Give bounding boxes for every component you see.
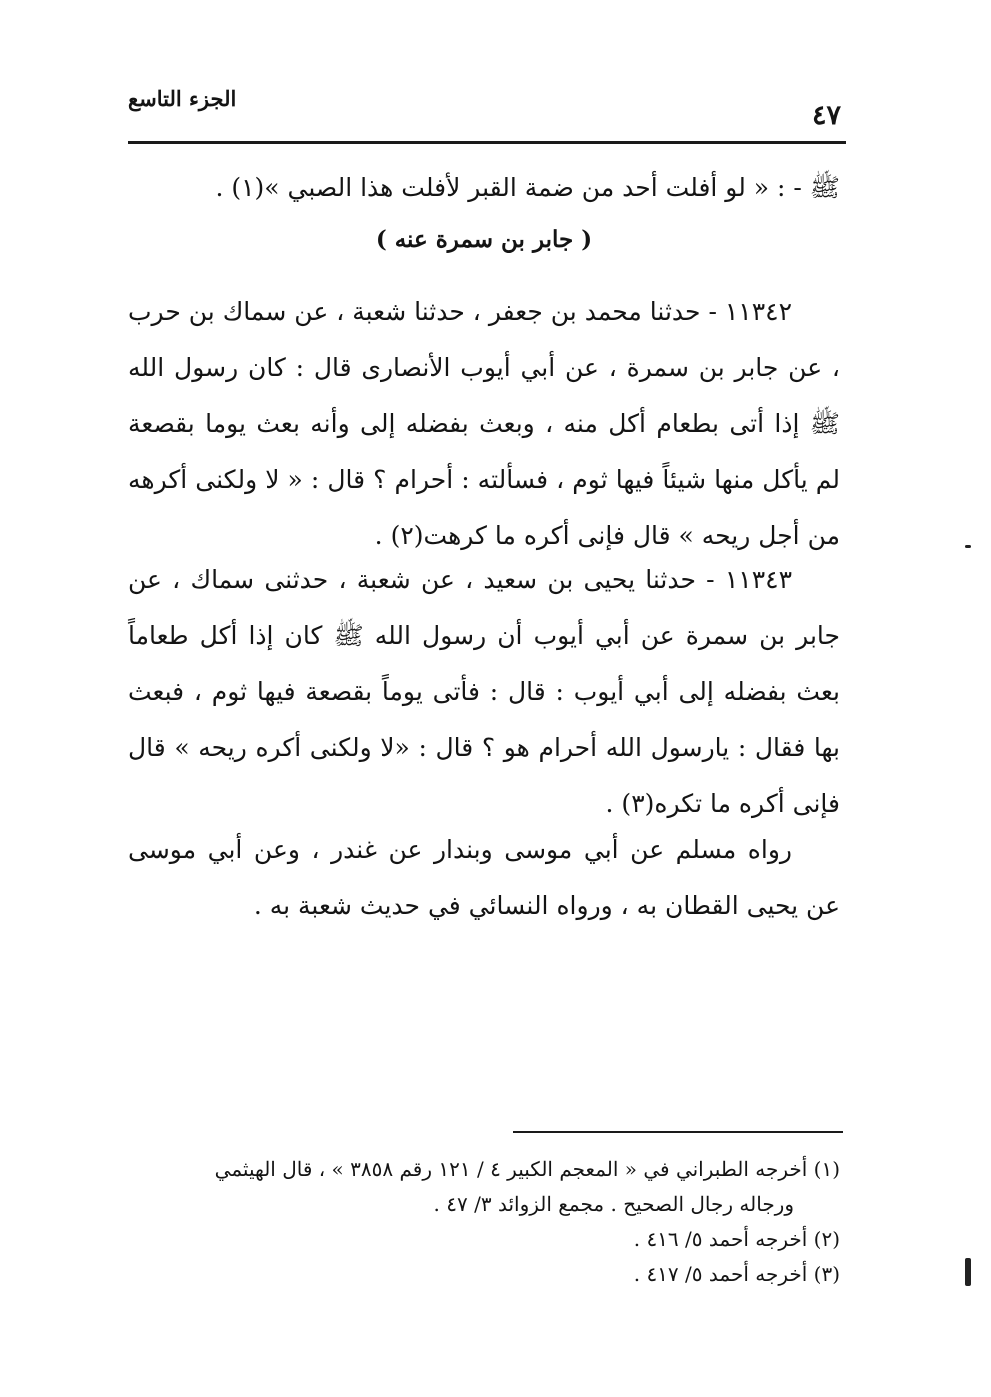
footnote-separator [513, 1131, 843, 1133]
footnote-1: (١) أخرجه الطبراني في « المعجم الكبير ٤ / ١٢١ رقم ٣٨٥٨ » ، قال الهيثمي [214, 1157, 840, 1181]
running-header-title: الجزء التاسع [128, 86, 237, 111]
hadith-paragraph-11342: ١١٣٤٢ - حدثنا محمد بن جعفر ، حدثنا شعبة ، عن سماك بن حرب ، عن جابر بن سمرة ، عن أبي أيوب الأنصارى قال : كان رسول الله ﷺ إذا أتى بطعام أكل منه ، وبعث بفضله إلى وأنه بعث يوما بقصعة لم يأكل منها شيئاً فيها ثوم ، فسألته : أحرام ؟ قال : « لا ولكنى أكرهه من أجل ريحه » قال فإنى أكره ما كرهت(٢) . [128, 297, 840, 550]
footnote-2: (٢) أخرجه أحمد ٥/ ٤١٦ . [633, 1227, 840, 1251]
scan-edge-mark [965, 1258, 971, 1286]
intro-line: ﷺ - : « لو أفلت أحد من ضمة القبر لأفلت هذا الصبي »(١) . [215, 173, 840, 202]
footnote-1-continuation: ورجاله رجال الصحيح . مجمع الزوائد ٣/ ٤٧ . [433, 1192, 794, 1216]
page-number: ٤٧ [811, 100, 841, 131]
hadith-paragraph-11343: ١١٣٤٣ - حدثنا يحيى بن سعيد ، عن شعبة ، حدثنى سماك ، عن جابر بن سمرة عن أبي أيوب أن رسول الله ﷺ كان إذا أكل طعاماً بعث بفضله إلى أبي أيوب : قال : فأتى يوماً بقصعة فيها ثوم ، فبعث بها فقال : يارسول الله أحرام هو ؟ قال : «لا ولكنى أكره ريحه » قال فإنى أكره ما تكره(٣) . [128, 565, 840, 818]
footnote-3: (٣) أخرجه أحمد ٥/ ٤١٧ . [633, 1262, 840, 1286]
narration-note-paragraph: رواه مسلم عن أبي موسى وبندار عن غندر ، وعن أبي موسى عن يحيى القطان به ، ورواه النسائي في حديث شعبة به . [128, 835, 840, 920]
section-heading: ( جابر بن سمرة عنه ) [375, 226, 593, 253]
header-rule [128, 141, 846, 144]
footnotes [128, 1152, 840, 1292]
scan-edge-mark [965, 545, 971, 548]
